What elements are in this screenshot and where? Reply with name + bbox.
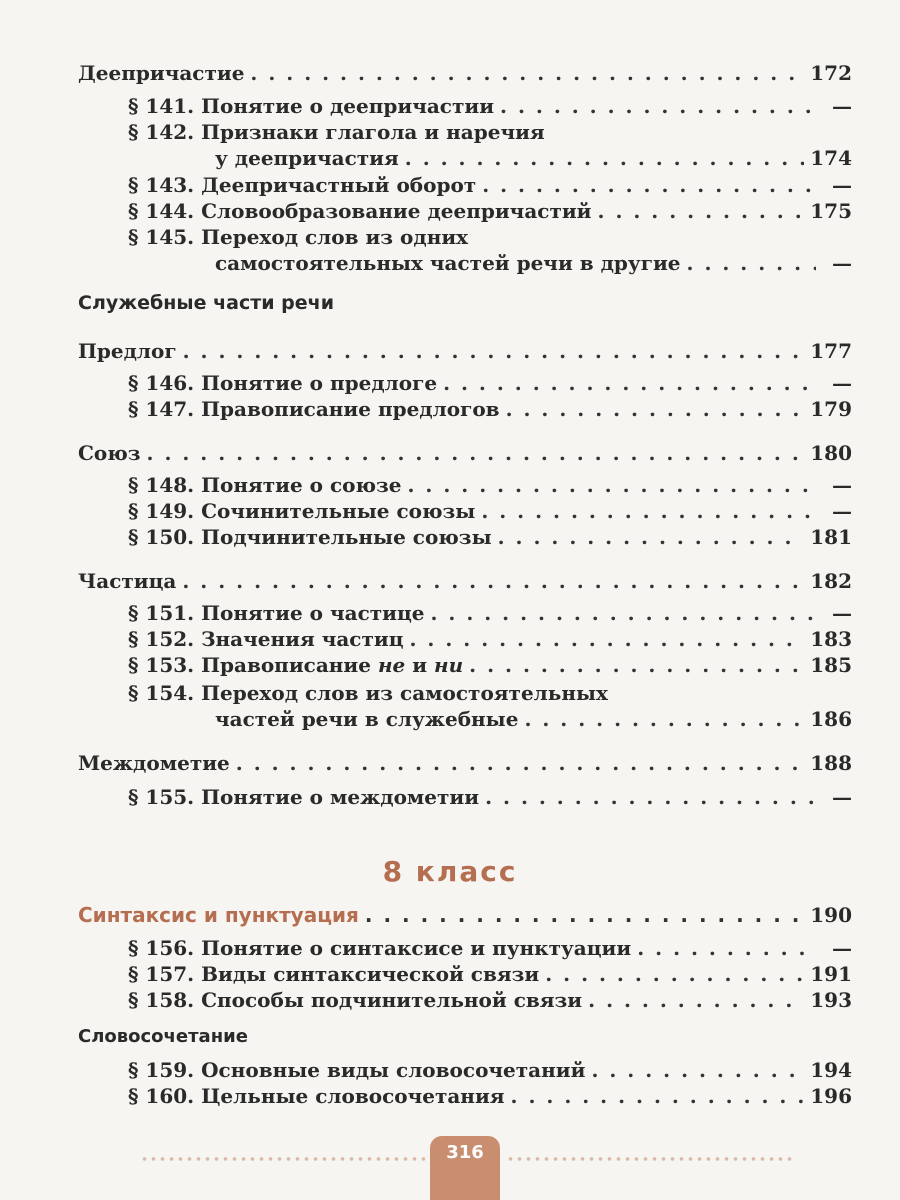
leader-dots — [409, 626, 804, 652]
grade-heading: 8 класс — [382, 855, 518, 888]
item-label: § 149. Сочинительные союзы — [128, 499, 476, 523]
toc-chapter-interjection[interactable] — [78, 750, 852, 776]
leader-dots — [485, 784, 816, 810]
page-number: 177 — [810, 339, 852, 363]
page-number: — — [832, 473, 852, 497]
item-label: § 152. Значения частиц — [128, 627, 404, 651]
item-label: § 154. Переход слов из самостоятельных — [128, 681, 608, 705]
toc-item-142[interactable] — [128, 119, 852, 145]
leader-dots — [182, 568, 804, 594]
toc-item-142-cont[interactable] — [215, 145, 852, 171]
leader-dots — [430, 600, 816, 626]
toc-item-157[interactable] — [128, 961, 852, 987]
leader-dots — [545, 961, 804, 987]
leader-dots — [405, 145, 804, 171]
footer-dots-left — [140, 1156, 425, 1162]
leader-dots — [250, 60, 804, 86]
item-label: § 159. Основные виды словосочетаний — [128, 1058, 586, 1082]
page-number: — — [832, 601, 852, 625]
chapter-title: Предлог — [78, 339, 177, 363]
page-number: — — [832, 251, 852, 275]
leader-dots — [500, 93, 816, 119]
page-number: 183 — [810, 627, 852, 651]
page-number: 172 — [810, 61, 852, 85]
leader-dots — [511, 1083, 805, 1109]
section-title-service-parts: Служебные части речи — [78, 292, 335, 314]
leader-dots — [482, 172, 816, 198]
leader-dots — [365, 902, 804, 928]
toc-item-150[interactable] — [128, 524, 852, 550]
item-label-cont: частей речи в служебные — [215, 707, 519, 731]
item-label: § 151. Понятие о частице — [128, 601, 425, 625]
leader-dots — [407, 472, 816, 498]
toc-item-155[interactable] — [128, 784, 852, 810]
leader-dots — [506, 396, 805, 422]
leader-dots — [687, 250, 816, 276]
toc-item-144[interactable] — [128, 198, 852, 224]
toc-item-154[interactable] — [128, 680, 852, 706]
item-label-cont: у деепричастия — [215, 146, 399, 170]
toc-item-156[interactable] — [128, 935, 852, 961]
item-label: § 158. Способы подчинительной связи — [128, 988, 583, 1012]
leader-dots — [598, 198, 805, 224]
toc-item-154-cont[interactable] — [215, 706, 852, 732]
toc-chapter-particle[interactable] — [78, 568, 852, 594]
leader-dots — [498, 524, 805, 550]
item-label: § 148. Понятие о союзе — [128, 473, 402, 497]
leader-dots — [524, 706, 804, 732]
item-label: § 143. Деепричастный оборот — [128, 173, 477, 197]
italic-ni: ни — [434, 653, 464, 677]
toc-item-145-cont[interactable] — [215, 250, 852, 276]
page-number: 175 — [810, 199, 852, 223]
toc-item-151[interactable] — [128, 600, 852, 626]
toc-item-158[interactable] — [128, 987, 852, 1013]
page-number: 174 — [810, 146, 852, 170]
item-label: § 141. Понятие о деепричастии — [128, 94, 495, 118]
footer-dots-right — [506, 1156, 796, 1162]
leader-dots — [481, 498, 816, 524]
item-label: § 156. Понятие о синтаксисе и пунктуации — [128, 936, 632, 960]
item-label: § 150. Подчинительные союзы — [128, 525, 492, 549]
item-label-cont: самостоятельных частей речи в другие — [215, 251, 681, 275]
page-number: 194 — [810, 1058, 852, 1082]
page-number: — — [832, 936, 852, 960]
page-number: — — [832, 94, 852, 118]
toc-item-159[interactable] — [128, 1057, 852, 1083]
page-number: 196 — [810, 1084, 852, 1108]
toc-item-152[interactable] — [128, 626, 852, 652]
item-label: § 145. Переход слов из одних — [128, 225, 469, 249]
leader-dots — [591, 1057, 804, 1083]
leader-dots — [147, 440, 805, 466]
section-title-phrase: Словосочетание — [78, 1026, 248, 1047]
item-label: § 147. Правописание предлогов — [128, 397, 500, 421]
leader-dots — [443, 370, 816, 396]
toc-item-145[interactable] — [128, 224, 852, 250]
item-label: § 157. Виды синтаксической связи — [128, 962, 540, 986]
page-number: 193 — [810, 988, 852, 1012]
item-label: § 160. Цельные словосочетания — [128, 1084, 505, 1108]
chapter-title: Союз — [78, 441, 141, 465]
item-label: § 142. Признаки глагола и наречия — [128, 120, 545, 144]
leader-dots — [588, 987, 804, 1013]
item-label: § 153. Правописание не и ни — [128, 653, 464, 677]
page-number: — — [832, 785, 852, 809]
page-number: — — [832, 499, 852, 523]
page-number: 191 — [810, 962, 852, 986]
toc-item-153[interactable] — [128, 652, 852, 678]
page-number: 181 — [810, 525, 852, 549]
toc-item-149[interactable] — [128, 498, 852, 524]
leader-dots — [469, 652, 804, 678]
item-label: § 146. Понятие о предлоге — [128, 371, 438, 395]
toc-item-143[interactable] — [128, 172, 852, 198]
page-number: 180 — [810, 441, 852, 465]
toc-chapter-preposition[interactable] — [78, 338, 852, 364]
page-number: 182 — [810, 569, 852, 593]
page-number: 186 — [810, 707, 852, 731]
toc-chapter-syntax[interactable] — [78, 902, 852, 928]
page-number: 190 — [810, 903, 852, 927]
page-number-badge: 316 — [430, 1136, 500, 1200]
toc-item-148[interactable] — [128, 472, 852, 498]
chapter-title: Междометие — [78, 751, 230, 775]
page-number: 185 — [810, 653, 852, 677]
toc-chapter-conjunction[interactable] — [78, 440, 852, 466]
item-label: § 155. Понятие о междометии — [128, 785, 480, 809]
item-label: § 144. Словообразование деепричастий — [128, 199, 592, 223]
chapter-title: Частица — [78, 569, 177, 593]
toc-item-141[interactable] — [128, 93, 852, 119]
leader-dots — [183, 338, 805, 364]
toc-item-160[interactable] — [128, 1083, 852, 1109]
chapter-title: Деепричастие — [78, 61, 245, 85]
page-number: 188 — [810, 751, 852, 775]
leader-dots — [637, 935, 816, 961]
page-number: — — [832, 371, 852, 395]
italic-ne: не — [377, 653, 406, 677]
leader-dots — [236, 750, 804, 776]
toc-item-146[interactable] — [128, 370, 852, 396]
toc-item-147[interactable] — [128, 396, 852, 422]
page-number: — — [832, 173, 852, 197]
chapter-title: Синтаксис и пунктуация — [78, 903, 359, 927]
page-number: 179 — [810, 397, 852, 421]
toc-chapter-participle[interactable] — [78, 60, 852, 86]
